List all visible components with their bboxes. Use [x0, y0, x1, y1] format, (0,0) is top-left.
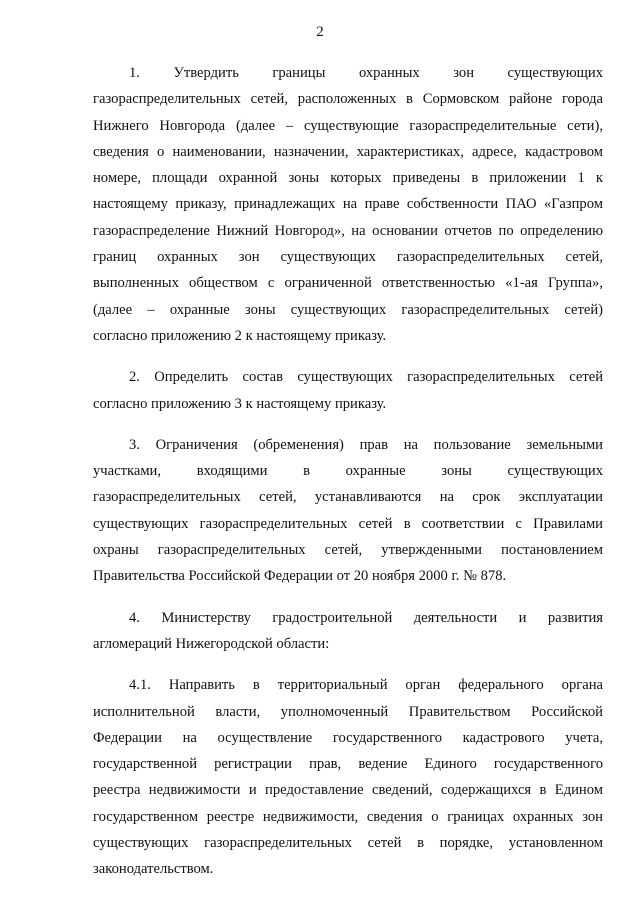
- text-line: газораспределительных сетей, устанавливаются на срок эксплуатации: [93, 489, 603, 506]
- text-line: номере, площади охранной зоны которых приведены в приложении 1 к: [93, 170, 603, 187]
- text-line: выполненных обществом с ограниченной ответственностью «1-ая Группа»,: [93, 275, 603, 292]
- text-line: существующих газораспределительных сетей в порядке, установленном: [93, 835, 603, 852]
- text-line: Федерации на осуществление государственного кадастрового учета,: [93, 729, 603, 746]
- text-line: 3. Ограничения (обременения) прав на пользование земельными: [129, 436, 603, 453]
- text-line: газораспределительных сетей, расположенных в Сормовском районе города: [93, 91, 603, 108]
- paragraph-4-ministry: [93, 605, 603, 658]
- text-line: участками, входящими в охранные зоны существующих: [93, 463, 603, 480]
- text-line: согласно приложению 3 к настоящему приказу.: [93, 395, 387, 412]
- text-line: сведения о наименовании, назначении, характеристиках, адресе, кадастровом: [93, 143, 603, 160]
- paragraph-1-approve-boundaries: [93, 60, 603, 349]
- text-line: государственной регистрации прав, ведение Единого государственного: [93, 756, 603, 773]
- paragraph-4-1-submit: [93, 672, 603, 882]
- text-line: 1. Утвердить границы охранных зон существующих: [129, 65, 603, 81]
- document-body: [93, 60, 603, 883]
- text-line: существующих газораспределительных сетей в соответствии с Правилами: [93, 515, 603, 532]
- text-line: газораспределение Нижний Новгород», на основании отчетов по определению: [93, 222, 603, 239]
- text-line: настоящему приказу, принадлежащих на праве собственности ПАО «Газпром: [93, 196, 603, 213]
- text-line: реестра недвижимости и предоставление сведений, содержащихся в Едином: [93, 782, 603, 799]
- paragraph-2-composition: [93, 364, 603, 417]
- paragraph-3-restrictions: [93, 432, 603, 590]
- text-line: согласно приложению 2 к настоящему приказу.: [93, 327, 387, 344]
- text-line: Нижнего Новгорода (далее – существующие газораспределительные сети),: [93, 117, 603, 134]
- text-line: границ охранных зон существующих газораспределительных сетей,: [93, 249, 603, 266]
- text-line: 4. Министерству градостроительной деятельности и развития: [129, 609, 603, 626]
- text-line: государственном реестре недвижимости, сведения о границах охранных зон: [93, 808, 603, 825]
- text-line: законодательством.: [93, 861, 214, 878]
- text-line: Правительства Российской Федерации от 20 ноября 2000 г. № 878.: [93, 568, 507, 585]
- text-line: агломераций Нижегородской области:: [93, 635, 330, 652]
- page-number: 2: [316, 24, 324, 40]
- text-line: 2. Определить состав существующих газораспределительных сетей: [129, 369, 603, 386]
- text-line: 4.1. Направить в территориальный орган федерального органа: [129, 677, 603, 694]
- text-line: (далее – охранные зоны существующих газораспределительных сетей): [93, 301, 603, 318]
- text-line: исполнительной власти, уполномоченный Правительством Российской: [93, 703, 603, 720]
- text-line: охраны газораспределительных сетей, утвержденными постановлением: [93, 542, 603, 559]
